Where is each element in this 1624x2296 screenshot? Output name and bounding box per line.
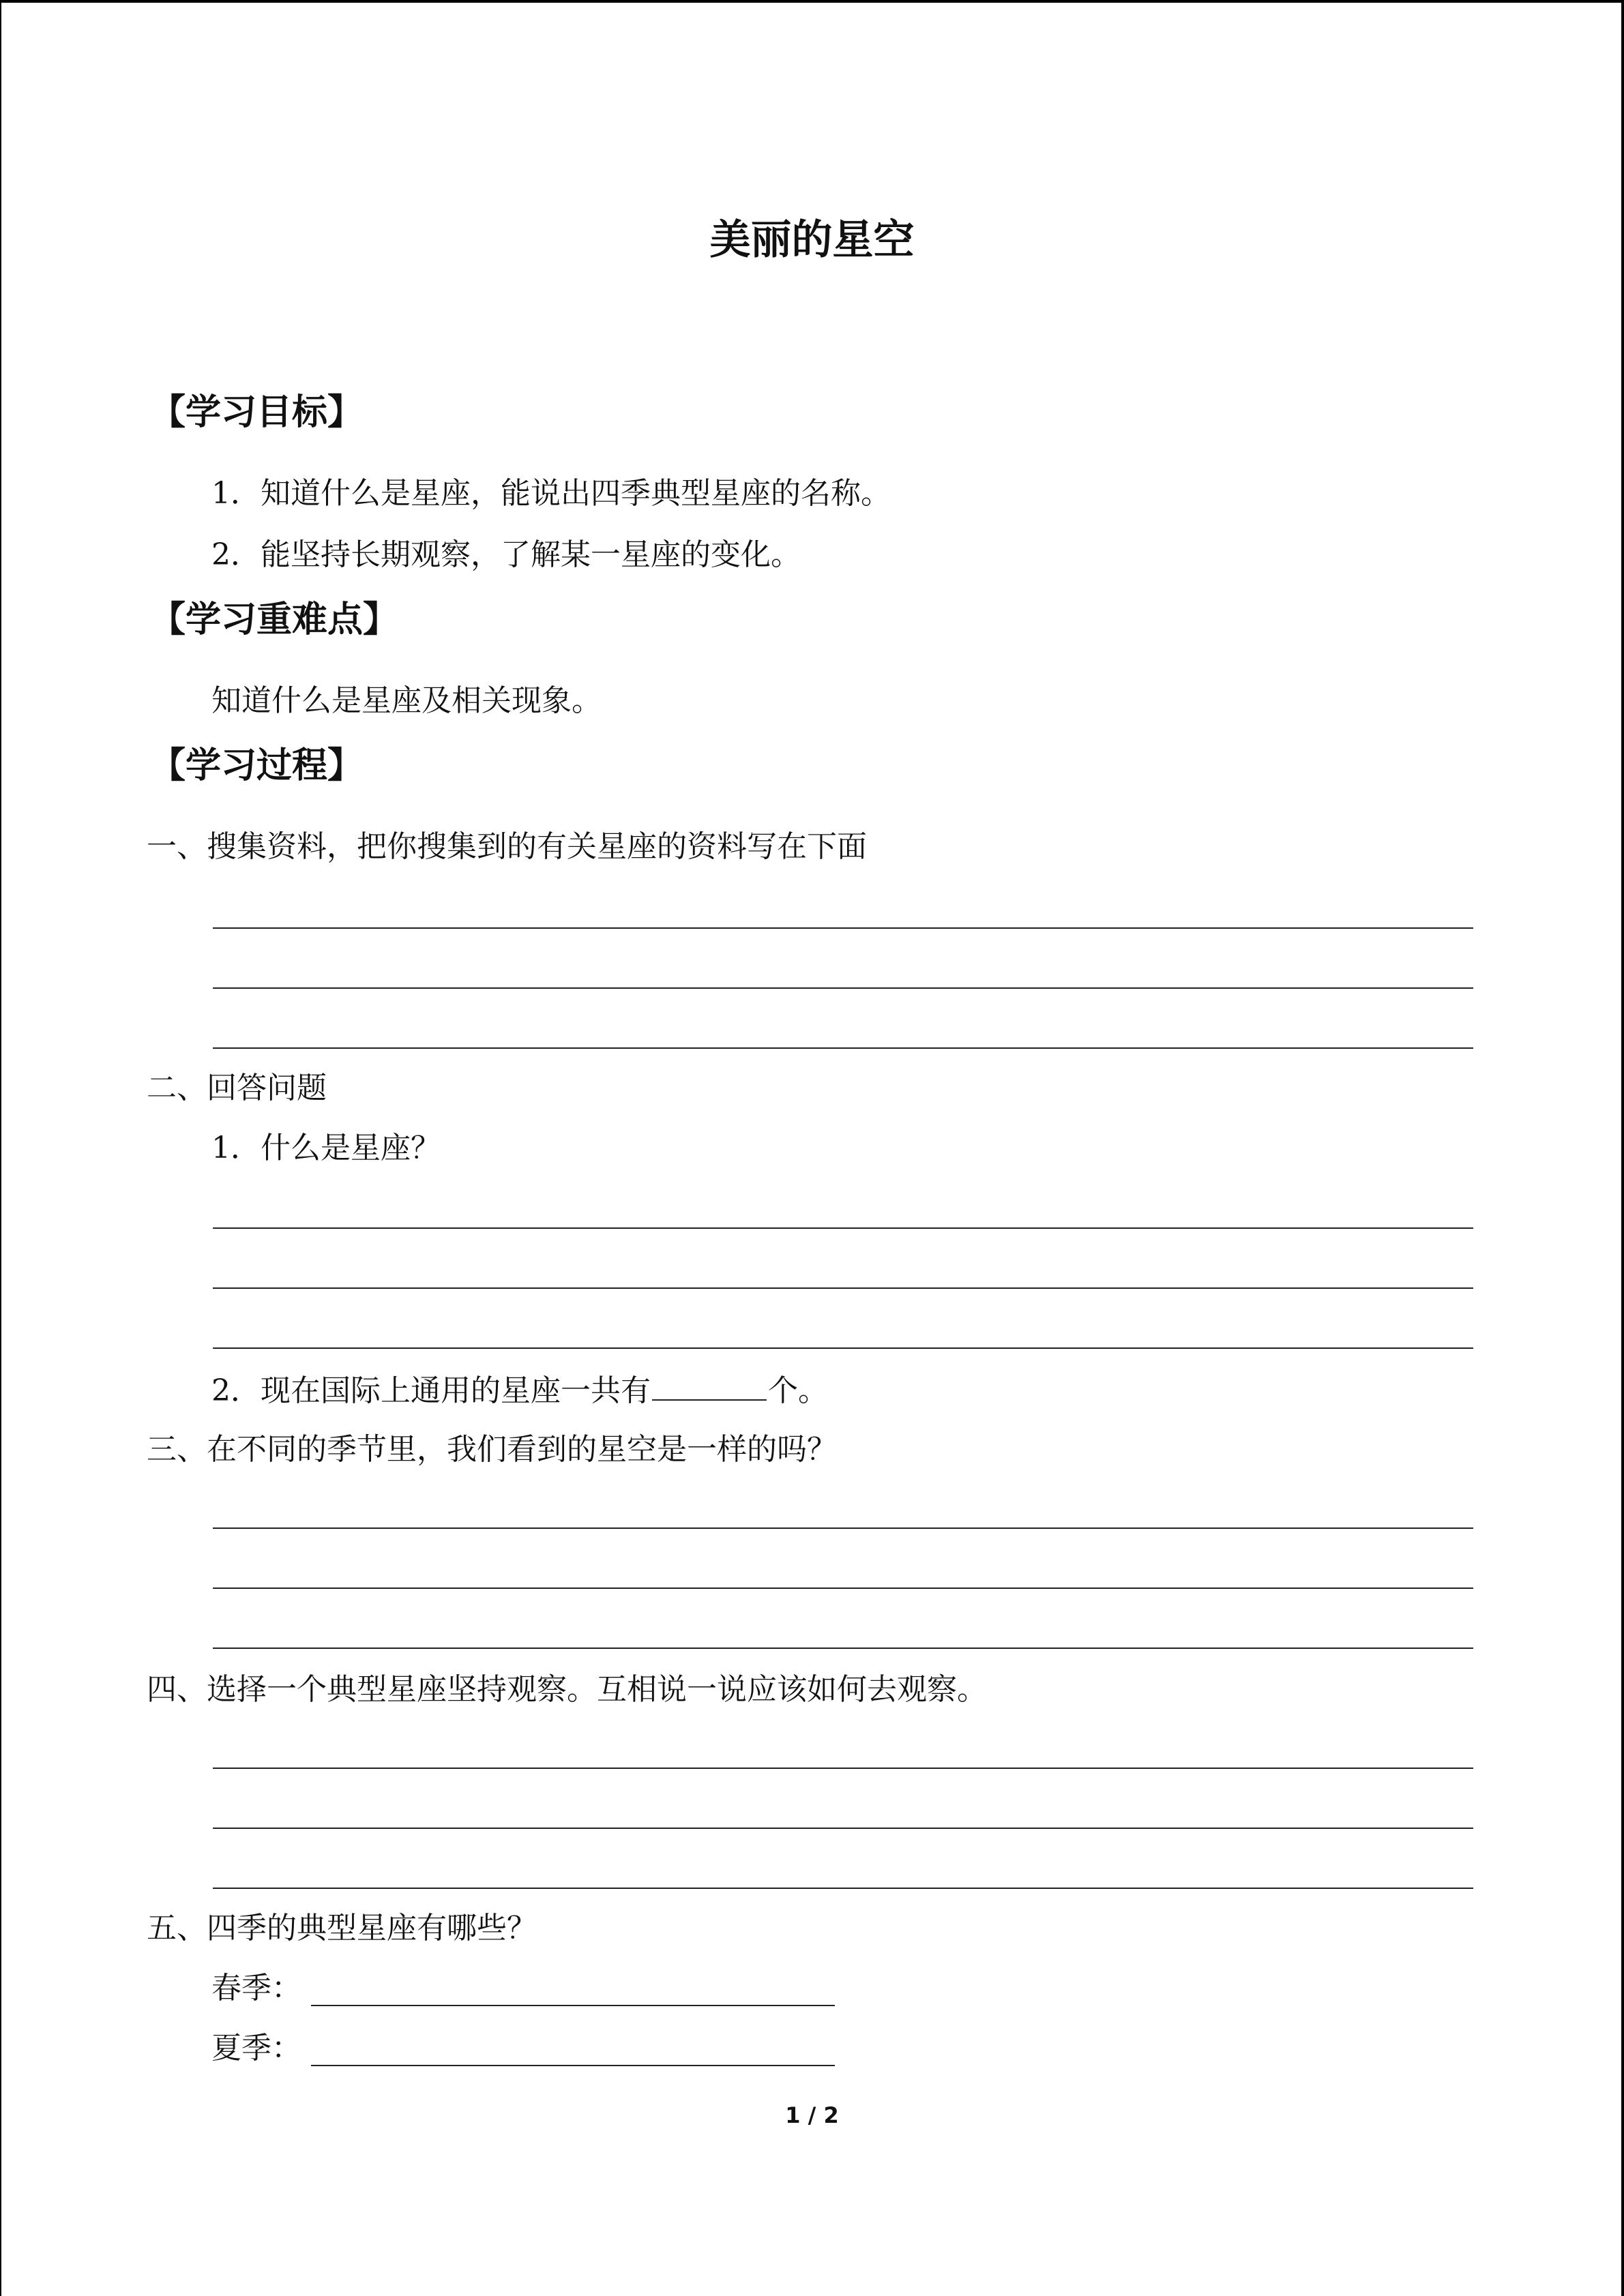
- answer-line[interactable]: [213, 927, 1473, 929]
- page-number: 1 / 2: [785, 2102, 839, 2128]
- answer-line[interactable]: [213, 1768, 1473, 1769]
- answer-line[interactable]: [213, 1287, 1473, 1289]
- heading-learning-process: 【学习过程】: [150, 745, 364, 786]
- answer-line[interactable]: [213, 1587, 1473, 1589]
- page-title: 美丽的星空: [709, 216, 915, 264]
- question-2-1: 1．什么是星座？: [211, 1131, 441, 1165]
- answer-line[interactable]: [213, 1527, 1473, 1529]
- question-1: 一、搜集资料，把你搜集到的有关星座的资料写在下面: [147, 829, 867, 864]
- answer-line[interactable]: [213, 1828, 1473, 1829]
- question-2-2: [211, 1369, 828, 1412]
- question-2-2-text: 2．现在国际上通用的星座一共有: [211, 1373, 651, 1408]
- key-points-text: 知道什么是星座及相关现象。: [211, 683, 602, 718]
- label-summer: 夏季：: [211, 2031, 301, 2066]
- answer-line[interactable]: [213, 1047, 1473, 1049]
- answer-line[interactable]: [213, 1648, 1473, 1649]
- heading-learning-goals: 【学习目标】: [150, 392, 364, 433]
- fill-in-blank[interactable]: [652, 1369, 767, 1401]
- goal-item-2: 2．能坚持长期观察，了解某一星座的变化。: [211, 537, 801, 572]
- answer-line[interactable]: [213, 1888, 1473, 1889]
- question-3: 三、在不同的季节里，我们看到的星空是一样的吗？: [147, 1432, 837, 1467]
- page-border-top: [0, 0, 1624, 3]
- page-border-left: [0, 0, 1, 2296]
- answer-line[interactable]: [213, 1347, 1473, 1349]
- question-4: 四、选择一个典型星座坚持观察。互相说一说应该如何去观察。: [147, 1672, 987, 1707]
- question-2: 二、回答问题: [147, 1071, 327, 1105]
- heading-key-points: 【学习重难点】: [150, 599, 399, 640]
- goal-item-1: 1．知道什么是星座，能说出四季典型星座的名称。: [211, 476, 891, 511]
- answer-line[interactable]: [213, 987, 1473, 989]
- spring-answer-line[interactable]: [311, 2005, 835, 2006]
- question-5: 五、四季的典型星座有哪些？: [147, 1911, 537, 1945]
- label-spring: 春季：: [211, 1971, 301, 2006]
- answer-line[interactable]: [213, 1227, 1473, 1229]
- page-border-right: [1621, 0, 1624, 2296]
- summer-answer-line[interactable]: [311, 2065, 835, 2066]
- question-2-2-suffix: 个。: [768, 1373, 828, 1408]
